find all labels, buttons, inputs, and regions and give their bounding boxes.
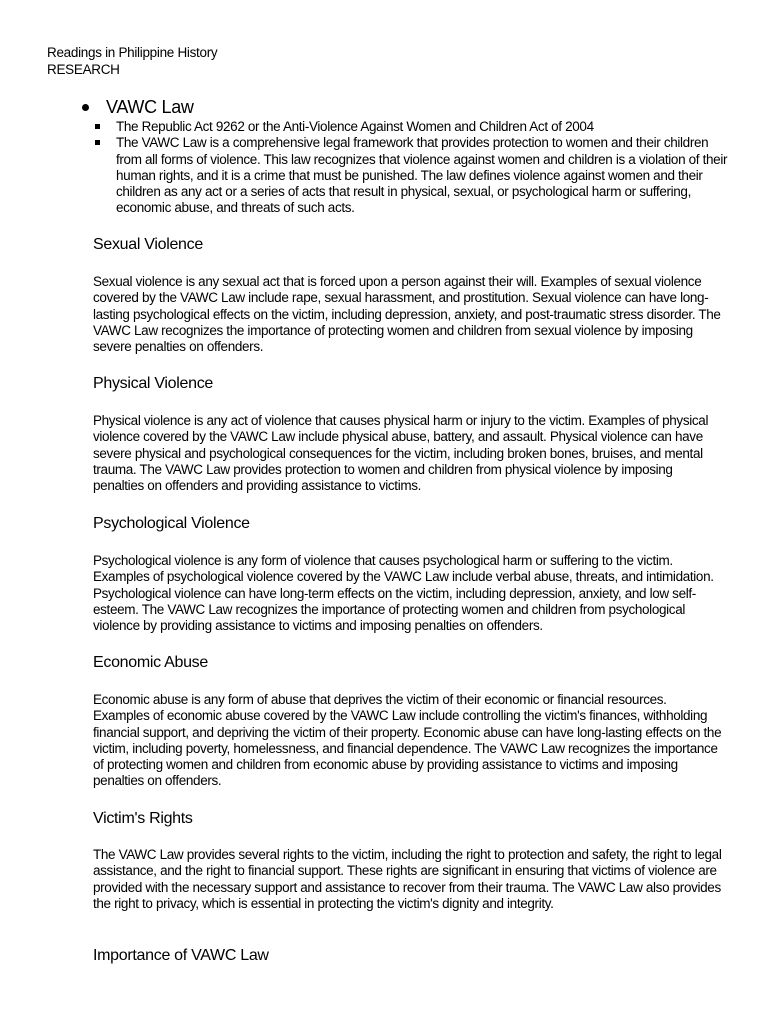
section-heading: Importance of VAWC Law xyxy=(93,947,269,964)
bullet-dot-icon xyxy=(82,104,89,111)
document-header xyxy=(47,44,217,78)
main-bullet-title: VAWC Law xyxy=(106,97,194,117)
section-heading: Sexual Violence xyxy=(93,236,203,253)
list-item xyxy=(93,119,733,135)
square-bullet-icon xyxy=(95,124,100,129)
section-heading: Physical Violence xyxy=(93,375,214,392)
list-item-text: The Republic Act 9262 or the Anti-Violence Against Women and Children Act of 2004 xyxy=(116,119,594,134)
section-heading: Economic Abuse xyxy=(93,654,208,671)
section-paragraph: Economic abuse is any form of abuse that deprives the victim of their economic or financial resources. Examples of economic abuse covered by the VAWC Law include controlling the victim's finances, withholding financial support, and depriving the victim of their property. Economic abuse can have long-lasting effects on the victim, including poverty, homelessness, and financial dependence. The VAWC Law recognizes the importance of protecting women and children from economic abuse by providing assistance to victims and imposing penalties on offenders. xyxy=(93,692,722,789)
section-paragraph: Sexual violence is any sexual act that is forced upon a person against their will. Examples of sexual violence covered by the VAWC Law include rape, sexual harassment, and prostitution. Sexual violence can have long-lasting psychological effects on the victim, including depression, anxiety, and post-traumatic stress disorder. The VAWC Law recognizes the importance of protecting women and children from sexual violence by imposing severe penalties on offenders. xyxy=(93,274,721,355)
section-paragraph: The VAWC Law provides several rights to the victim, including the right to protection and safety, the right to legal assistance, and the right to financial support. These rights are significant in ensuring that victims of violence are provided with the necessary support and assistance to recover from their trauma. The VAWC Law also provides the right to privacy, which is essential in protecting the victim's dignity and integrity. xyxy=(93,847,722,911)
document-type: RESEARCH xyxy=(47,62,120,77)
section-paragraph: Psychological violence is any form of violence that causes psychological harm or suffering to the victim. Examples of psychological violence covered by the VAWC Law include verbal abuse, threats, and intimidation. Psychological violence can have long-term effects on the victim, including depression, anxiety, and low self-esteem. The VAWC Law recognizes the importance of protecting women and children from psychological violence by providing assistance to victims and imposing penalties on offenders. xyxy=(93,553,714,634)
section-heading: Psychological Violence xyxy=(93,515,250,532)
section-heading: Victim's Rights xyxy=(93,810,193,827)
list-item xyxy=(93,135,733,216)
main-bullet-heading xyxy=(82,96,194,118)
list-item-text: The VAWC Law is a comprehensive legal framework that provides protection to women and their children from all forms of violence. This law recognizes that violence against women and children is a violation of their human rights, and it is a crime that must be punished. The law defines violence against women and their children as any act or a series of acts that result in physical, sexual, or psychological harm or suffering, economic abuse, and threats of such acts. xyxy=(116,135,728,216)
square-bullet-icon xyxy=(95,140,100,145)
section-paragraph: Physical violence is any act of violence that causes physical harm or injury to the victim. Examples of physical violence covered by the VAWC Law include physical abuse, battery, and assault. Physical violence can have severe physical and psychological consequences for the victim, including broken bones, bruises, and mental trauma. The VAWC Law provides protection to women and children from physical violence by imposing penalties on offenders and providing assistance to victims. xyxy=(93,413,709,494)
course-title: Readings in Philippine History xyxy=(47,45,218,60)
sub-bullet-list xyxy=(93,119,733,217)
